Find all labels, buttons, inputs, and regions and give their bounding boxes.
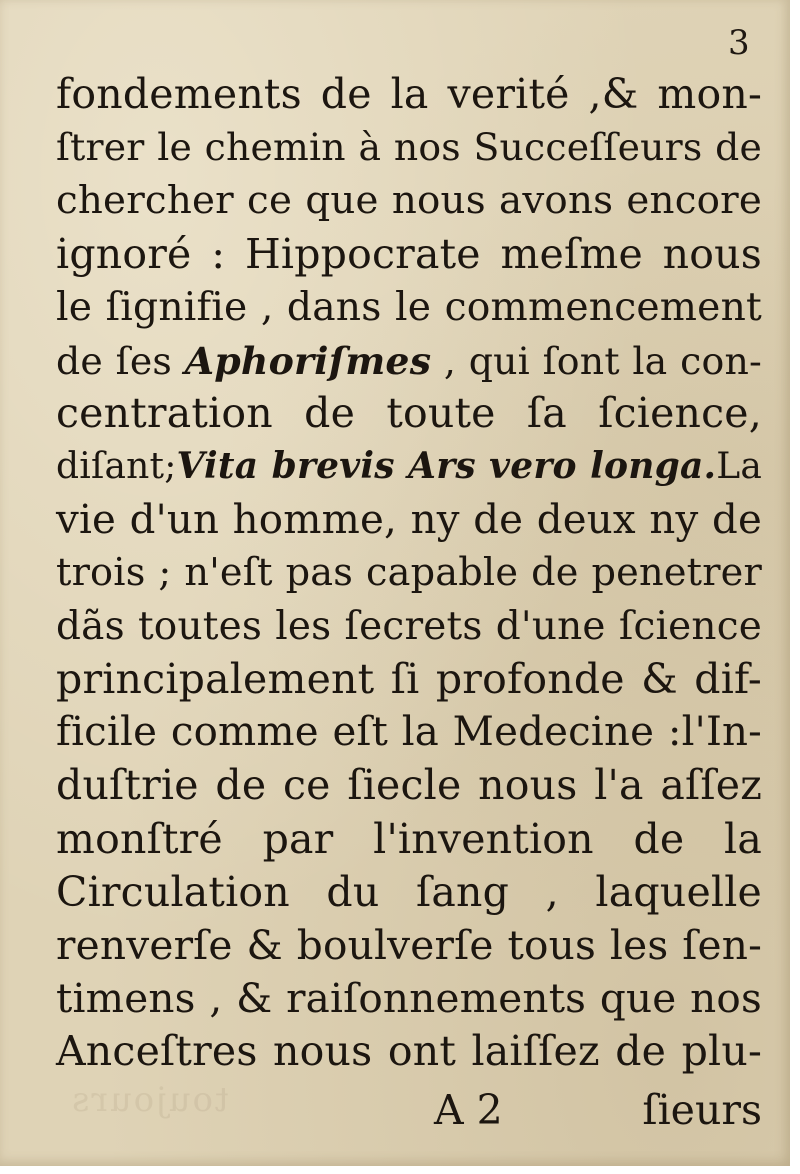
text-segment: le ſignifie , dans le commencement xyxy=(56,284,762,330)
text-segment: de ſes xyxy=(56,338,185,383)
text-segment: vie d'un homme, ny de deux ny de xyxy=(56,496,762,543)
text-segment: La xyxy=(716,446,762,488)
text-line xyxy=(56,440,762,493)
text-segment: centration de toute ſa ſcience, xyxy=(56,389,762,438)
text-block xyxy=(56,68,762,1079)
italic-phrase: Vita brevis Ars vero longa. xyxy=(176,445,717,488)
text-line xyxy=(56,547,762,600)
text-line xyxy=(56,972,762,1025)
text-segment: timens , & raiſonnements que nos xyxy=(56,974,762,1023)
text-line xyxy=(56,387,762,440)
text-line xyxy=(56,494,762,547)
text-line xyxy=(56,919,762,972)
text-segment: diſant; xyxy=(56,446,177,488)
text-line xyxy=(56,68,762,121)
text-line xyxy=(56,121,762,174)
italic-phrase: Aphoriſmes xyxy=(184,337,432,383)
text-segment: monſtré par l'invention de la xyxy=(56,814,762,863)
text-line xyxy=(56,653,762,706)
text-segment: chercher ce que nous avons encore xyxy=(56,178,762,224)
text-segment: Anceſtres nous ont laiſſez de plu- xyxy=(56,1027,762,1076)
text-segment: ficile comme eſt la Medecine :l'In- xyxy=(56,709,762,756)
text-line xyxy=(56,174,762,227)
text-line xyxy=(56,600,762,653)
catchword: ſieurs xyxy=(642,1086,762,1134)
text-line xyxy=(56,334,762,387)
text-segment: ſtrer le chemin à nos Succeſſeurs de xyxy=(56,125,762,170)
bleed-through-text: toujours xyxy=(70,1080,229,1120)
text-segment: principalement ſi profonde & dif- xyxy=(56,655,762,704)
signature-mark: A 2 xyxy=(434,1086,503,1134)
text-segment: , qui ſont la con- xyxy=(431,338,762,383)
text-segment: renverſe & boulverſe tous les ſen- xyxy=(56,921,762,969)
text-line xyxy=(56,866,762,919)
text-line xyxy=(56,706,762,759)
text-segment: fondements de la verité ,& mon- xyxy=(56,70,762,118)
text-segment: duſtrie de ce ſiecle nous l'a aſſez xyxy=(56,761,762,810)
text-segment: dãs toutes les ſecrets d'une ſcience xyxy=(56,603,762,649)
text-segment: trois ; n'eſt pas capable de penetrer xyxy=(56,550,762,595)
text-line xyxy=(56,759,762,812)
text-line xyxy=(56,228,762,281)
page-footer xyxy=(56,1084,762,1136)
text-segment: Circulation du ſang , laquelle xyxy=(56,867,762,916)
text-line xyxy=(56,1025,762,1078)
text-line xyxy=(56,281,762,334)
page-number: 3 xyxy=(728,23,750,63)
text-segment: ignoré : Hippocrate meſme nous xyxy=(56,229,762,278)
text-line xyxy=(56,813,762,866)
